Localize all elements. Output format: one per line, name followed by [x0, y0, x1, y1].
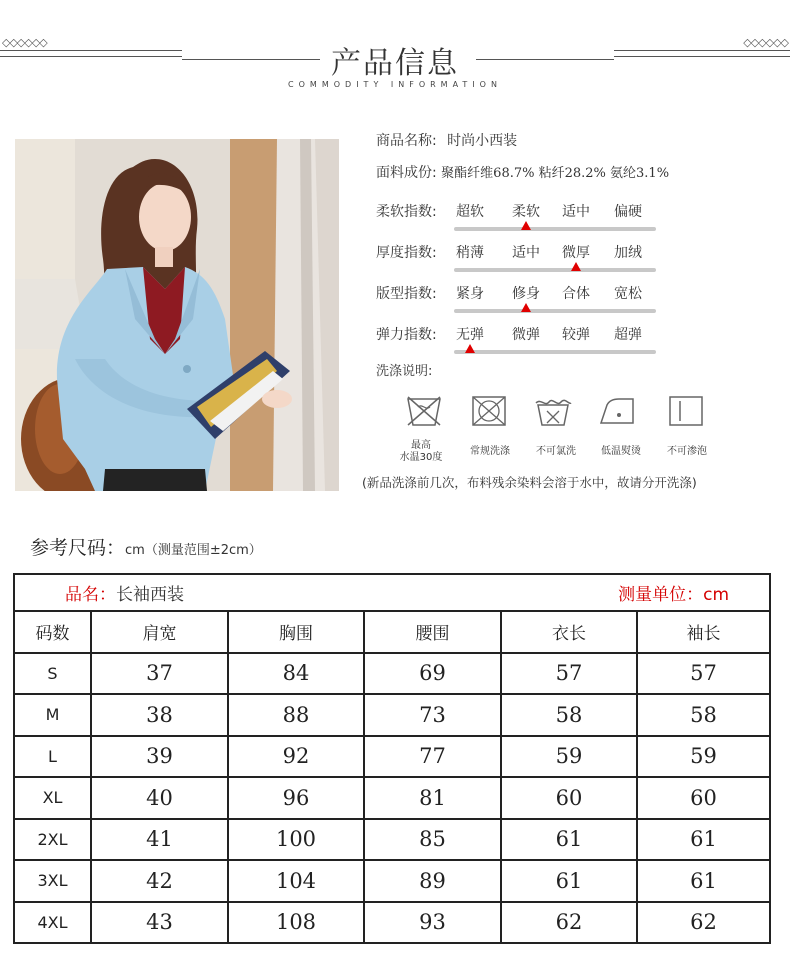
product-name-row: [376, 130, 517, 150]
size-chart-title: [30, 533, 262, 560]
size-cell: XL: [14, 777, 91, 819]
size-table: [13, 573, 771, 944]
size-row: [14, 860, 770, 902]
measure-cell: 41: [91, 819, 228, 861]
size-row: [14, 819, 770, 861]
index-option: 稍薄: [456, 245, 484, 261]
size-table-caption: [14, 574, 770, 611]
measure-cell: 39: [91, 736, 228, 778]
col-header: 肩宽: [91, 611, 228, 653]
measure-cell: 60: [637, 777, 770, 819]
index-option: 适中: [562, 204, 590, 220]
index-option: 无弹: [456, 327, 484, 343]
col-header: 胸围: [228, 611, 364, 653]
index-option: 微厚: [562, 245, 590, 261]
ornament-right: ◇◇◇◇◇◇: [743, 36, 788, 49]
measure-cell: 43: [91, 902, 228, 944]
index-option: 适中: [512, 245, 540, 261]
fabric-row: [376, 162, 669, 182]
measure-cell: 100: [228, 819, 364, 861]
index-label: 版型指数:: [376, 286, 437, 302]
wash-caption: 不可氯洗: [536, 446, 576, 457]
hand-wash-30-icon: [404, 393, 444, 429]
index-marker: [521, 303, 531, 312]
index-bar: [454, 227, 656, 231]
header: [0, 0, 790, 110]
measure-cell: 93: [364, 902, 501, 944]
no-bleach-icon: [533, 393, 573, 429]
measure-cell: 59: [637, 736, 770, 778]
product-photo: [15, 139, 339, 491]
measure-cell: 61: [501, 860, 637, 902]
page-subtitle: COMMODITY INFORMATION: [288, 80, 502, 89]
measure-cell: 88: [228, 694, 364, 736]
no-soak-icon: [666, 393, 706, 429]
wash-caption: 常规洗涤: [470, 446, 510, 457]
index-option: 超弹: [614, 327, 642, 343]
measure-cell: 61: [637, 860, 770, 902]
measure-cell: 42: [91, 860, 228, 902]
wash-caption: 低温熨烫: [601, 446, 641, 457]
measure-cell: 57: [501, 653, 637, 695]
size-row: [14, 653, 770, 695]
measure-cell: 40: [91, 777, 228, 819]
size-table-header: [14, 611, 770, 653]
wash-caption: 不可渗泡: [667, 446, 707, 457]
low-iron-icon: [597, 393, 637, 429]
index-option: 较弹: [562, 327, 590, 343]
measure-cell: 69: [364, 653, 501, 695]
page-title: 产品信息: [331, 46, 459, 81]
index-label: 厚度指数:: [376, 245, 437, 261]
product-name-value: 时尚小西装: [447, 133, 518, 149]
index-label: 柔软指数:: [376, 204, 437, 220]
measure-cell: 85: [364, 819, 501, 861]
product-name-caption: 品名：长袖西装: [65, 585, 184, 605]
product-name-label: 商品名称:: [376, 133, 437, 149]
measure-cell: 73: [364, 694, 501, 736]
measure-cell: 62: [501, 902, 637, 944]
measure-cell: 37: [91, 653, 228, 695]
washing-label: 洗涤说明:: [376, 364, 433, 379]
measure-cell: 96: [228, 777, 364, 819]
col-header: 衣长: [501, 611, 637, 653]
size-title-note: cm（测量范围±2cm）: [125, 543, 262, 558]
index-bar: [454, 268, 656, 272]
index-option: 合体: [562, 286, 590, 302]
size-title-text: 参考尺码：: [30, 537, 126, 559]
measure-cell: 108: [228, 902, 364, 944]
measure-cell: 84: [228, 653, 364, 695]
measure-cell: 104: [228, 860, 364, 902]
index-option: 超软: [456, 204, 484, 220]
size-cell: L: [14, 736, 91, 778]
index-marker: [465, 344, 475, 353]
measure-cell: 38: [91, 694, 228, 736]
measure-cell: 58: [501, 694, 637, 736]
size-cell: 3XL: [14, 860, 91, 902]
size-cell: S: [14, 653, 91, 695]
col-header: 码数: [14, 611, 91, 653]
index-marker: [521, 221, 531, 230]
index-bar: [454, 350, 656, 354]
measure-cell: 57: [637, 653, 770, 695]
measure-cell: 61: [501, 819, 637, 861]
wash-caption: 最高 水温30度: [399, 440, 443, 463]
measure-cell: 77: [364, 736, 501, 778]
fabric-label: 面料成份:: [376, 165, 437, 181]
index-option: 柔软: [512, 204, 540, 220]
size-cell: 2XL: [14, 819, 91, 861]
index-option: 偏硬: [614, 204, 642, 220]
index-option: 修身: [512, 286, 540, 302]
col-header: 腰围: [364, 611, 501, 653]
index-option: 紧身: [456, 286, 484, 302]
model-illustration: [15, 139, 339, 491]
size-cell: 4XL: [14, 902, 91, 944]
normal-wash-icon: [469, 393, 509, 429]
index-option: 微弹: [512, 327, 540, 343]
index-option: 宽松: [614, 286, 642, 302]
size-row: [14, 736, 770, 778]
ornament-left: ◇◇◇◇◇◇: [2, 36, 47, 49]
size-row: [14, 694, 770, 736]
washing-note: (新品洗涤前几次，布料残余染料会溶于水中，故请分开洗涤): [362, 475, 697, 490]
measure-cell: 62: [637, 902, 770, 944]
index-bar: [454, 309, 656, 313]
measure-cell: 60: [501, 777, 637, 819]
size-row: [14, 902, 770, 944]
index-label: 弹力指数:: [376, 327, 437, 343]
index-marker: [571, 262, 581, 271]
col-header: 袖长: [637, 611, 770, 653]
size-cell: M: [14, 694, 91, 736]
measure-cell: 89: [364, 860, 501, 902]
unit-label: 测量单位：cm: [618, 585, 730, 605]
measure-cell: 81: [364, 777, 501, 819]
size-row: [14, 777, 770, 819]
measure-cell: 92: [228, 736, 364, 778]
fabric-value: 聚酯纤维68.7% 粘纤28.2% 氨纶3.1%: [441, 166, 670, 181]
measure-cell: 61: [637, 819, 770, 861]
measure-cell: 59: [501, 736, 637, 778]
measure-cell: 58: [637, 694, 770, 736]
index-option: 加绒: [614, 245, 642, 261]
